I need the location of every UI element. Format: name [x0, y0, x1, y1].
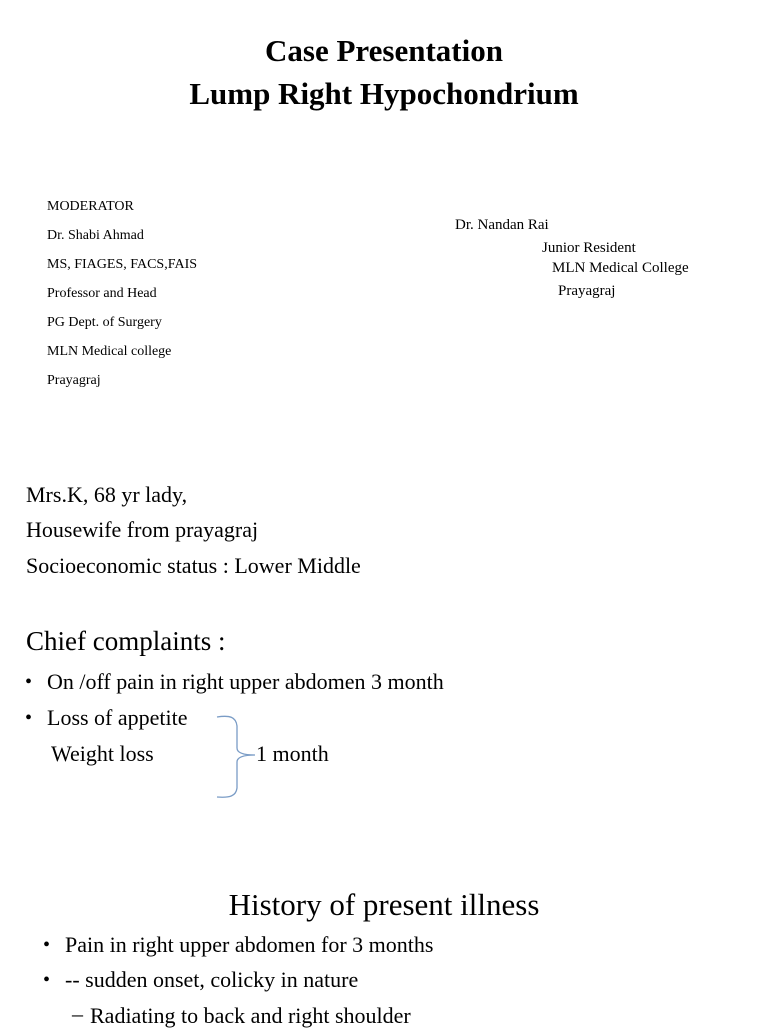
resident-college: MLN Medical College	[552, 260, 689, 276]
complaint-weight-loss: Weight loss	[51, 741, 154, 766]
resident-name: Dr. Nandan Rai	[455, 217, 549, 233]
moderator-city: Prayagraj	[47, 373, 101, 388]
dash-icon: –	[72, 1001, 83, 1026]
chief-complaints-heading: Chief complaints :	[26, 626, 226, 656]
patient-occupation: Housewife from prayagraj	[26, 517, 259, 542]
bullet-icon: •	[25, 707, 33, 729]
bullet-icon: •	[25, 671, 33, 693]
history-heading: History of present illness	[228, 887, 540, 922]
resident-role: Junior Resident	[542, 240, 636, 256]
history-item: Pain in right upper abdomen for 3 months	[65, 932, 434, 957]
moderator-label: MODERATOR	[47, 199, 134, 214]
moderator-name: Dr. Shabi Ahmad	[47, 228, 144, 243]
complaint-item: Loss of appetite	[47, 705, 188, 730]
patient-name-age: Mrs.K, 68 yr lady,	[26, 482, 188, 507]
patient-socioeconomic: Socioeconomic status : Lower Middle	[26, 553, 361, 578]
complaint-duration: 1 month	[256, 741, 329, 766]
moderator-degrees: MS, FIAGES, FACS,FAIS	[47, 257, 198, 272]
moderator-college: MLN Medical college	[47, 344, 172, 359]
bullet-icon: •	[43, 969, 51, 991]
bullet-icon: •	[43, 934, 51, 956]
curly-brace-icon	[210, 712, 260, 802]
page-subtitle: Lump Right Hypochondrium	[189, 76, 579, 111]
complaint-item: On /off pain in right upper abdomen 3 month	[47, 669, 444, 694]
page-title: Case Presentation	[265, 33, 503, 68]
resident-city: Prayagraj	[558, 283, 616, 299]
moderator-dept: PG Dept. of Surgery	[47, 315, 162, 330]
history-sub-item: Radiating to back and right shoulder	[90, 1003, 411, 1028]
moderator-title: Professor and Head	[47, 286, 157, 301]
history-item: -- sudden onset, colicky in nature	[65, 967, 359, 992]
